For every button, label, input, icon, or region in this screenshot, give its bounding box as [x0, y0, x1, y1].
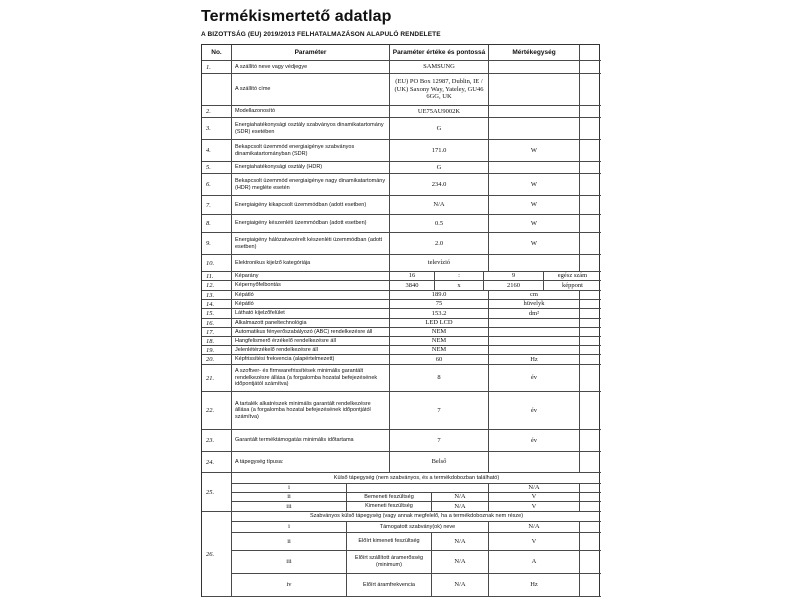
table-row [202, 140, 599, 162]
value-separator-cell: : [435, 272, 484, 281]
value-cell: Belső [390, 452, 489, 473]
spacer-cell [580, 233, 601, 255]
parameter-cell: Alkalmazott paneltechnológia [232, 319, 390, 328]
unit-cell [489, 337, 580, 346]
row-number-cell: 5. [202, 162, 232, 174]
value-cell: N/A [489, 522, 580, 533]
table-row [202, 255, 599, 272]
section-header-cell: Külső tápegység (nem szabványos, és a termékdobozban található) [232, 473, 601, 484]
unit-cell: W [489, 196, 580, 215]
value-cell: 234.0 [390, 174, 489, 196]
value-cell: 2.0 [390, 233, 489, 255]
parameter-cell: Elektronikus kijelző kategóriája [232, 255, 390, 272]
parameter-cell: Bekapcsolt üzemmód energiaigénye szabványos dinamikatartományban (SDR) [232, 140, 390, 162]
table-row [202, 337, 599, 346]
value-cell: N/A [489, 484, 580, 493]
table-row [202, 196, 599, 215]
parameter-cell: Előírt áramfrekvencia [347, 574, 432, 597]
header-value: Paraméter értéke és pontossá [390, 45, 489, 61]
unit-cell [489, 106, 580, 118]
parameter-cell: A szoftver- és firmwarefrissítések minimális garantált rendelkezésre állása (a forgalomba hozatal befejezésének időpontjától számítva) [232, 365, 390, 392]
header-no: No. [202, 45, 232, 61]
value-cell: 16 [390, 272, 435, 281]
spacer-cell [580, 196, 601, 215]
unit-cell: egész szám [544, 272, 601, 281]
unit-cell [489, 162, 580, 174]
table-row [202, 233, 599, 255]
sub-index-cell: iii [232, 551, 347, 574]
table-row [202, 74, 599, 106]
value-cell: 2160 [484, 281, 544, 291]
parameter-cell: Garantált terméktámogatás minimális időtartama [232, 430, 390, 452]
unit-cell [489, 74, 580, 106]
unit-cell: W [489, 140, 580, 162]
value-cell: televízió [390, 255, 489, 272]
spacer-cell [580, 452, 601, 473]
table-row [202, 174, 599, 196]
parameter-cell: A tápegység típusa: [232, 452, 390, 473]
parameter-cell: Energiahatékonysági osztály szabványos dinamikatartomány (SDR) esetében [232, 118, 390, 140]
row-number-cell: 12. [202, 281, 232, 291]
parameter-cell: Látható kijelzőfelület [232, 309, 390, 319]
spacer-cell [580, 533, 601, 551]
value-cell: 60 [390, 355, 489, 365]
unit-cell: V [489, 493, 580, 502]
parameter-cell: Modellazonosító [232, 106, 390, 118]
spacer-cell [580, 140, 601, 162]
value-cell: N/A [390, 196, 489, 215]
parameter-cell: Képernyőfelbontás [232, 281, 390, 291]
parameter-cell: Képátló [232, 300, 390, 309]
spacer-cell [580, 255, 601, 272]
unit-cell [489, 346, 580, 355]
value-cell: NEM [390, 328, 489, 337]
table-section-b26 [202, 512, 599, 597]
parameter-cell: A tartalék alkatrészek minimális garantált rendelkezésre állása (a forgalomba hozatal befejezésének időpontjától számítva) [232, 392, 390, 430]
unit-cell [489, 319, 580, 328]
spacer-cell [580, 74, 601, 106]
spacer-cell [580, 291, 601, 300]
page-subtitle: A BIZOTTSÁG (EU) 2019/2013 FELHATALMAZÁSON ALAPULÓ RENDELETE [201, 31, 441, 38]
parameter-cell: Kimeneti feszültség [347, 502, 432, 512]
product-fiche-table [201, 44, 600, 597]
header-unit: Mértékegység [489, 45, 580, 61]
sub-index-cell: ii [232, 533, 347, 551]
sub-index-cell: i [232, 484, 347, 493]
spacer-cell [580, 574, 601, 597]
document-page [201, 8, 601, 597]
spacer-cell [580, 319, 601, 328]
value-cell: 7 [390, 430, 489, 452]
row-number-cell: 22. [202, 392, 232, 430]
row-number-cell: 10. [202, 255, 232, 272]
parameter-cell: Támogatott szabvány(ok) neve [347, 522, 489, 533]
parameter-cell: A szállító neve vagy védjegye [232, 61, 390, 74]
table-row [202, 118, 599, 140]
table-row [202, 452, 599, 473]
value-cell: N/A [432, 574, 489, 597]
table-row [202, 309, 599, 319]
table-subrow [232, 551, 601, 574]
table-row [202, 430, 599, 452]
table-subrow [232, 502, 601, 512]
table-section-b25 [202, 473, 599, 512]
unit-cell: A [489, 551, 580, 574]
row-number-cell: 14. [202, 300, 232, 309]
table-header-row [202, 45, 599, 61]
parameter-cell: Energiaigény kikapcsolt üzemmódban (adott esetben) [232, 196, 390, 215]
value-cell: 8 [390, 365, 489, 392]
unit-cell: W [489, 233, 580, 255]
row-number-cell: 18. [202, 337, 232, 346]
spacer-cell [580, 522, 601, 533]
value-cell: 9 [484, 272, 544, 281]
spacer-cell [580, 355, 601, 365]
table-row [202, 291, 599, 300]
row-number-cell: 2. [202, 106, 232, 118]
parameter-cell: Hangfelismerő érzékelő rendelkezésre áll [232, 337, 390, 346]
parameter-cell: Előírt kimeneti feszültség [347, 533, 432, 551]
spacer-cell [580, 392, 601, 430]
row-number-cell: 7. [202, 196, 232, 215]
section-header-cell: Szabványos külső tápegység (vagy annak megfelelő, ha a termékdoboznak nem része) [232, 512, 601, 522]
page-title: Termékismertető adatlap [201, 8, 392, 25]
value-separator-cell: x [435, 281, 484, 291]
table-row [202, 215, 599, 233]
spacer-cell [580, 309, 601, 319]
parameter-cell: Képarány [232, 272, 390, 281]
value-cell: N/A [432, 533, 489, 551]
parameter-cell: Energiaigény hálózatvezérelt készenléti üzemmódban (adott esetben) [232, 233, 390, 255]
unit-cell: Hz [489, 574, 580, 597]
value-cell: 3840 [390, 281, 435, 291]
table-row [202, 319, 599, 328]
header-parameter: Paraméter [232, 45, 390, 61]
parameter-cell [347, 484, 489, 493]
unit-cell [489, 61, 580, 74]
value-cell: 189.0 [390, 291, 489, 300]
unit-cell [489, 118, 580, 140]
unit-cell: cm [489, 291, 580, 300]
row-number-cell: 16. [202, 319, 232, 328]
sub-index-cell: iv [232, 574, 347, 597]
parameter-cell: Jelenlétérzékelő rendelkezésre áll [232, 346, 390, 355]
value-cell: 7 [390, 392, 489, 430]
spacer-cell [580, 300, 601, 309]
row-number-cell: 19. [202, 346, 232, 355]
value-cell: G [390, 118, 489, 140]
sub-index-cell: i [232, 522, 347, 533]
table-row [202, 61, 599, 74]
spacer-cell [580, 328, 601, 337]
row-number-cell: 3. [202, 118, 232, 140]
row-number-cell: 13. [202, 291, 232, 300]
parameter-cell: Előírt szállított áramerősség (minimum) [347, 551, 432, 574]
row-number-cell [202, 74, 232, 106]
value-cell: 153.2 [390, 309, 489, 319]
spacer-cell [580, 337, 601, 346]
row-number-cell: 15. [202, 309, 232, 319]
spacer-cell [580, 106, 601, 118]
section-body [232, 512, 601, 597]
value-cell: 171.0 [390, 140, 489, 162]
row-number-cell: 6. [202, 174, 232, 196]
row-number-cell: 11. [202, 272, 232, 281]
row-number-cell: 24. [202, 452, 232, 473]
row-number-cell: 1. [202, 61, 232, 74]
table-row [202, 300, 599, 309]
parameter-cell: Képátló [232, 291, 390, 300]
unit-cell: W [489, 215, 580, 233]
table-row [202, 162, 599, 174]
unit-cell: év [489, 430, 580, 452]
value-cell: NEM [390, 337, 489, 346]
unit-cell: év [489, 392, 580, 430]
unit-cell: év [489, 365, 580, 392]
parameter-cell: Automatikus fényerőszabályozó (ABC) rendelkezésre áll [232, 328, 390, 337]
value-cell: UE75AU9002K [390, 106, 489, 118]
row-number-cell: 26. [202, 512, 232, 597]
parameter-cell: Képfrissítési frekvencia (alapértelmezett) [232, 355, 390, 365]
spacer-cell [580, 502, 601, 512]
unit-cell: V [489, 502, 580, 512]
spacer-cell [580, 430, 601, 452]
spacer-cell [580, 174, 601, 196]
row-number-cell: 4. [202, 140, 232, 162]
unit-cell: V [489, 533, 580, 551]
row-number-cell: 20. [202, 355, 232, 365]
section-header-row [232, 512, 601, 522]
value-cell: N/A [432, 502, 489, 512]
value-cell: SAMSUNG [390, 61, 489, 74]
spacer-cell [580, 61, 601, 74]
spacer-cell [580, 215, 601, 233]
table-subrow [232, 533, 601, 551]
row-number-cell: 8. [202, 215, 232, 233]
header-spacer-cell [580, 45, 601, 61]
unit-cell: hüvelyk [489, 300, 580, 309]
row-number-cell: 23. [202, 430, 232, 452]
value-cell: 0.5 [390, 215, 489, 233]
sub-index-cell: ii [232, 493, 347, 502]
value-cell: LED LCD [390, 319, 489, 328]
spacer-cell [580, 162, 601, 174]
unit-cell [489, 452, 580, 473]
spacer-cell [580, 346, 601, 355]
value-cell: N/A [432, 551, 489, 574]
value-cell: N/A [432, 493, 489, 502]
row-number-cell: 25. [202, 473, 232, 512]
unit-cell: Hz [489, 355, 580, 365]
unit-cell: W [489, 174, 580, 196]
table-row [202, 281, 599, 291]
value-cell: NEM [390, 346, 489, 355]
spacer-cell [580, 365, 601, 392]
row-number-cell: 9. [202, 233, 232, 255]
section-body [232, 473, 601, 512]
spacer-cell [580, 484, 601, 493]
table-row [202, 272, 599, 281]
table-row [202, 392, 599, 430]
table-row [202, 106, 599, 118]
value-cell: (EU) PO Box 12987, Dublin, IE / (UK) Saxony Way, Yateley, GU46 6GG, UK [390, 74, 489, 106]
row-number-cell: 21. [202, 365, 232, 392]
parameter-cell: Bekapcsolt üzemmód energiaigénye nagy dinamikatartomány (HDR) megléte esetén [232, 174, 390, 196]
unit-cell: képpont [544, 281, 601, 291]
parameter-cell: A szállító címe [232, 74, 390, 106]
table-row [202, 328, 599, 337]
value-cell: G [390, 162, 489, 174]
unit-cell: dm² [489, 309, 580, 319]
parameter-cell: Energiahatékonysági osztály (HDR) [232, 162, 390, 174]
sub-index-cell: iii [232, 502, 347, 512]
spacer-cell [580, 118, 601, 140]
table-subrow [232, 484, 601, 493]
row-number-cell: 17. [202, 328, 232, 337]
parameter-cell: Bemeneti feszültség [347, 493, 432, 502]
table-row [202, 346, 599, 355]
section-header-row [232, 473, 601, 484]
table-row [202, 355, 599, 365]
table-subrow [232, 522, 601, 533]
unit-cell [489, 255, 580, 272]
spacer-cell [580, 493, 601, 502]
value-cell: 75 [390, 300, 489, 309]
unit-cell [489, 328, 580, 337]
table-subrow [232, 493, 601, 502]
table-subrow [232, 574, 601, 597]
table-row [202, 365, 599, 392]
spacer-cell [580, 551, 601, 574]
parameter-cell: Energiaigény készenléti üzemmódban (adott esetben) [232, 215, 390, 233]
